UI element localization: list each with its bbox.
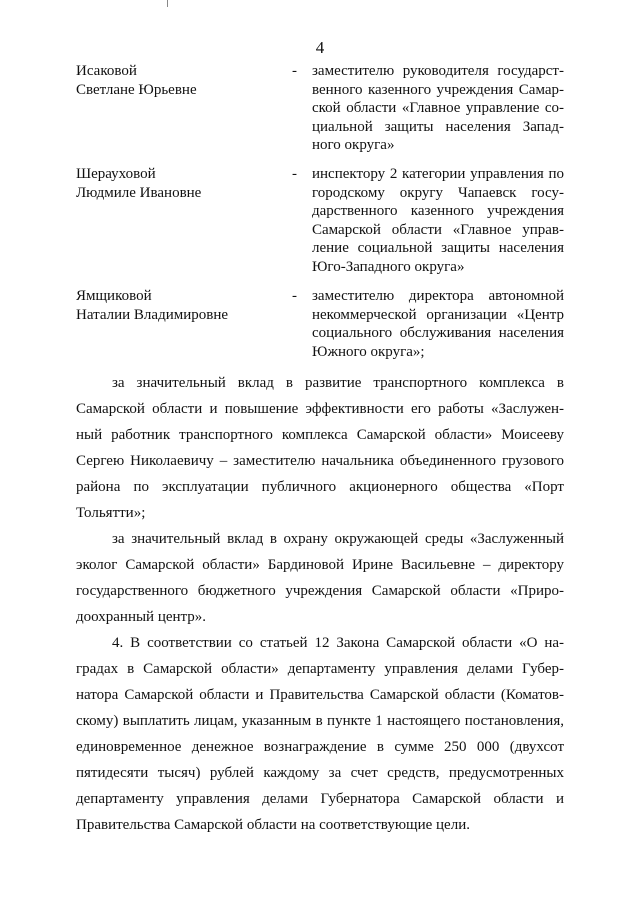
entry-dash: - xyxy=(292,166,297,182)
position-line: ного округа» xyxy=(312,137,395,154)
paragraph-line: за значительный вклад в охрану окружающей среды «Заслуженный xyxy=(112,531,564,547)
position-line: заместителю руководителя государст- xyxy=(312,63,564,79)
awardee-name xyxy=(76,287,286,325)
awardee-given-name: Людмиле Ивановне xyxy=(76,185,202,201)
position-line: некоммерческой организации «Центр xyxy=(312,306,564,323)
paragraph-line: за значительный вклад в развитие транспортного комплекса в xyxy=(112,375,564,391)
awardee-position xyxy=(312,165,564,277)
position-line: ской области «Главное управление со- xyxy=(312,100,564,117)
position-line: инспектору 2 категории управления по xyxy=(312,166,564,182)
awardee-name xyxy=(76,165,286,203)
paragraph-line: единовременное денежное вознаграждение в сумме 250 000 (двухсот xyxy=(76,739,564,755)
paragraph-line: Сергею Николаевичу – заместителю начальника объединенного грузового xyxy=(76,453,564,469)
paragraph-line: Правительства Самарской области на соответствующие цели. xyxy=(76,817,470,833)
page-number: 4 xyxy=(315,38,325,57)
position-line: Юго-Западного округа» xyxy=(312,258,465,275)
position-line: заместителю директора автономной xyxy=(312,288,564,304)
paragraph-line: района по эксплуатации публичного акционерного общества «Порт xyxy=(76,479,564,495)
award-paragraph-transport xyxy=(76,370,564,526)
entry-dash: - xyxy=(292,63,297,79)
awardee-surname: Ямщиковой xyxy=(76,288,152,304)
paragraph-line: Тольятти»; xyxy=(76,505,146,521)
paragraph-line: ный работник транспортного комплекса Самарской области» Моисееву xyxy=(76,427,564,443)
awardee-name xyxy=(76,62,286,100)
entry-dash: - xyxy=(292,288,297,304)
paragraph-line: доохранный центр». xyxy=(76,609,207,625)
paragraph-line: 4. В соответствии со статьей 12 Закона Самарской области «О на- xyxy=(112,635,564,651)
position-line: ление социальной защиты населения xyxy=(312,240,564,257)
position-line: городскому округу Чапаевск госу- xyxy=(312,184,564,201)
awardee-surname: Исаковой xyxy=(76,63,137,79)
position-line: венного казенного учреждения Самар- xyxy=(312,81,564,98)
paragraph-line: пятидесяти тысяч) рублей каждому за счет средств, предусмотренных xyxy=(76,765,564,781)
paragraph-line: Самарской области и повышение эффективности его работы «Заслужен- xyxy=(76,401,564,417)
scan-mark xyxy=(167,0,168,7)
paragraph-line: эколог Самарской области» Бардиновой Ирине Васильевне – директору xyxy=(76,557,564,573)
paragraph-line: государственного бюджетного учреждения Самарской области «Приро- xyxy=(76,583,564,599)
paragraph-line: градах в Самарской области» департаменту управления делами Губер- xyxy=(76,661,564,677)
award-paragraph-ecology xyxy=(76,526,564,630)
position-line: циальной защиты населения Запад- xyxy=(312,118,564,135)
paragraph-line: департаменту управления делами Губернатора Самарской области и xyxy=(76,791,564,807)
paragraph-line: натора Самарской области и Правительства Самарской области (Коматов- xyxy=(76,687,564,703)
position-line: дарственного казенного учреждения xyxy=(312,203,564,220)
clause-4-paragraph xyxy=(76,630,564,838)
awardee-position xyxy=(312,287,564,361)
awardee-surname: Шерауховой xyxy=(76,166,156,182)
position-line: Самарской области «Главное управ- xyxy=(312,221,564,238)
awardee-given-name: Наталии Владимировне xyxy=(76,307,229,323)
awardee-position xyxy=(312,62,564,155)
position-line: Южного округа»; xyxy=(312,343,425,360)
paragraph-line: скому) выплатить лицам, указанным в пункте 1 настоящего постановления, xyxy=(76,713,564,729)
awardee-given-name: Светлане Юрьевне xyxy=(76,82,197,98)
position-line: социального обслуживания населения xyxy=(312,325,564,342)
